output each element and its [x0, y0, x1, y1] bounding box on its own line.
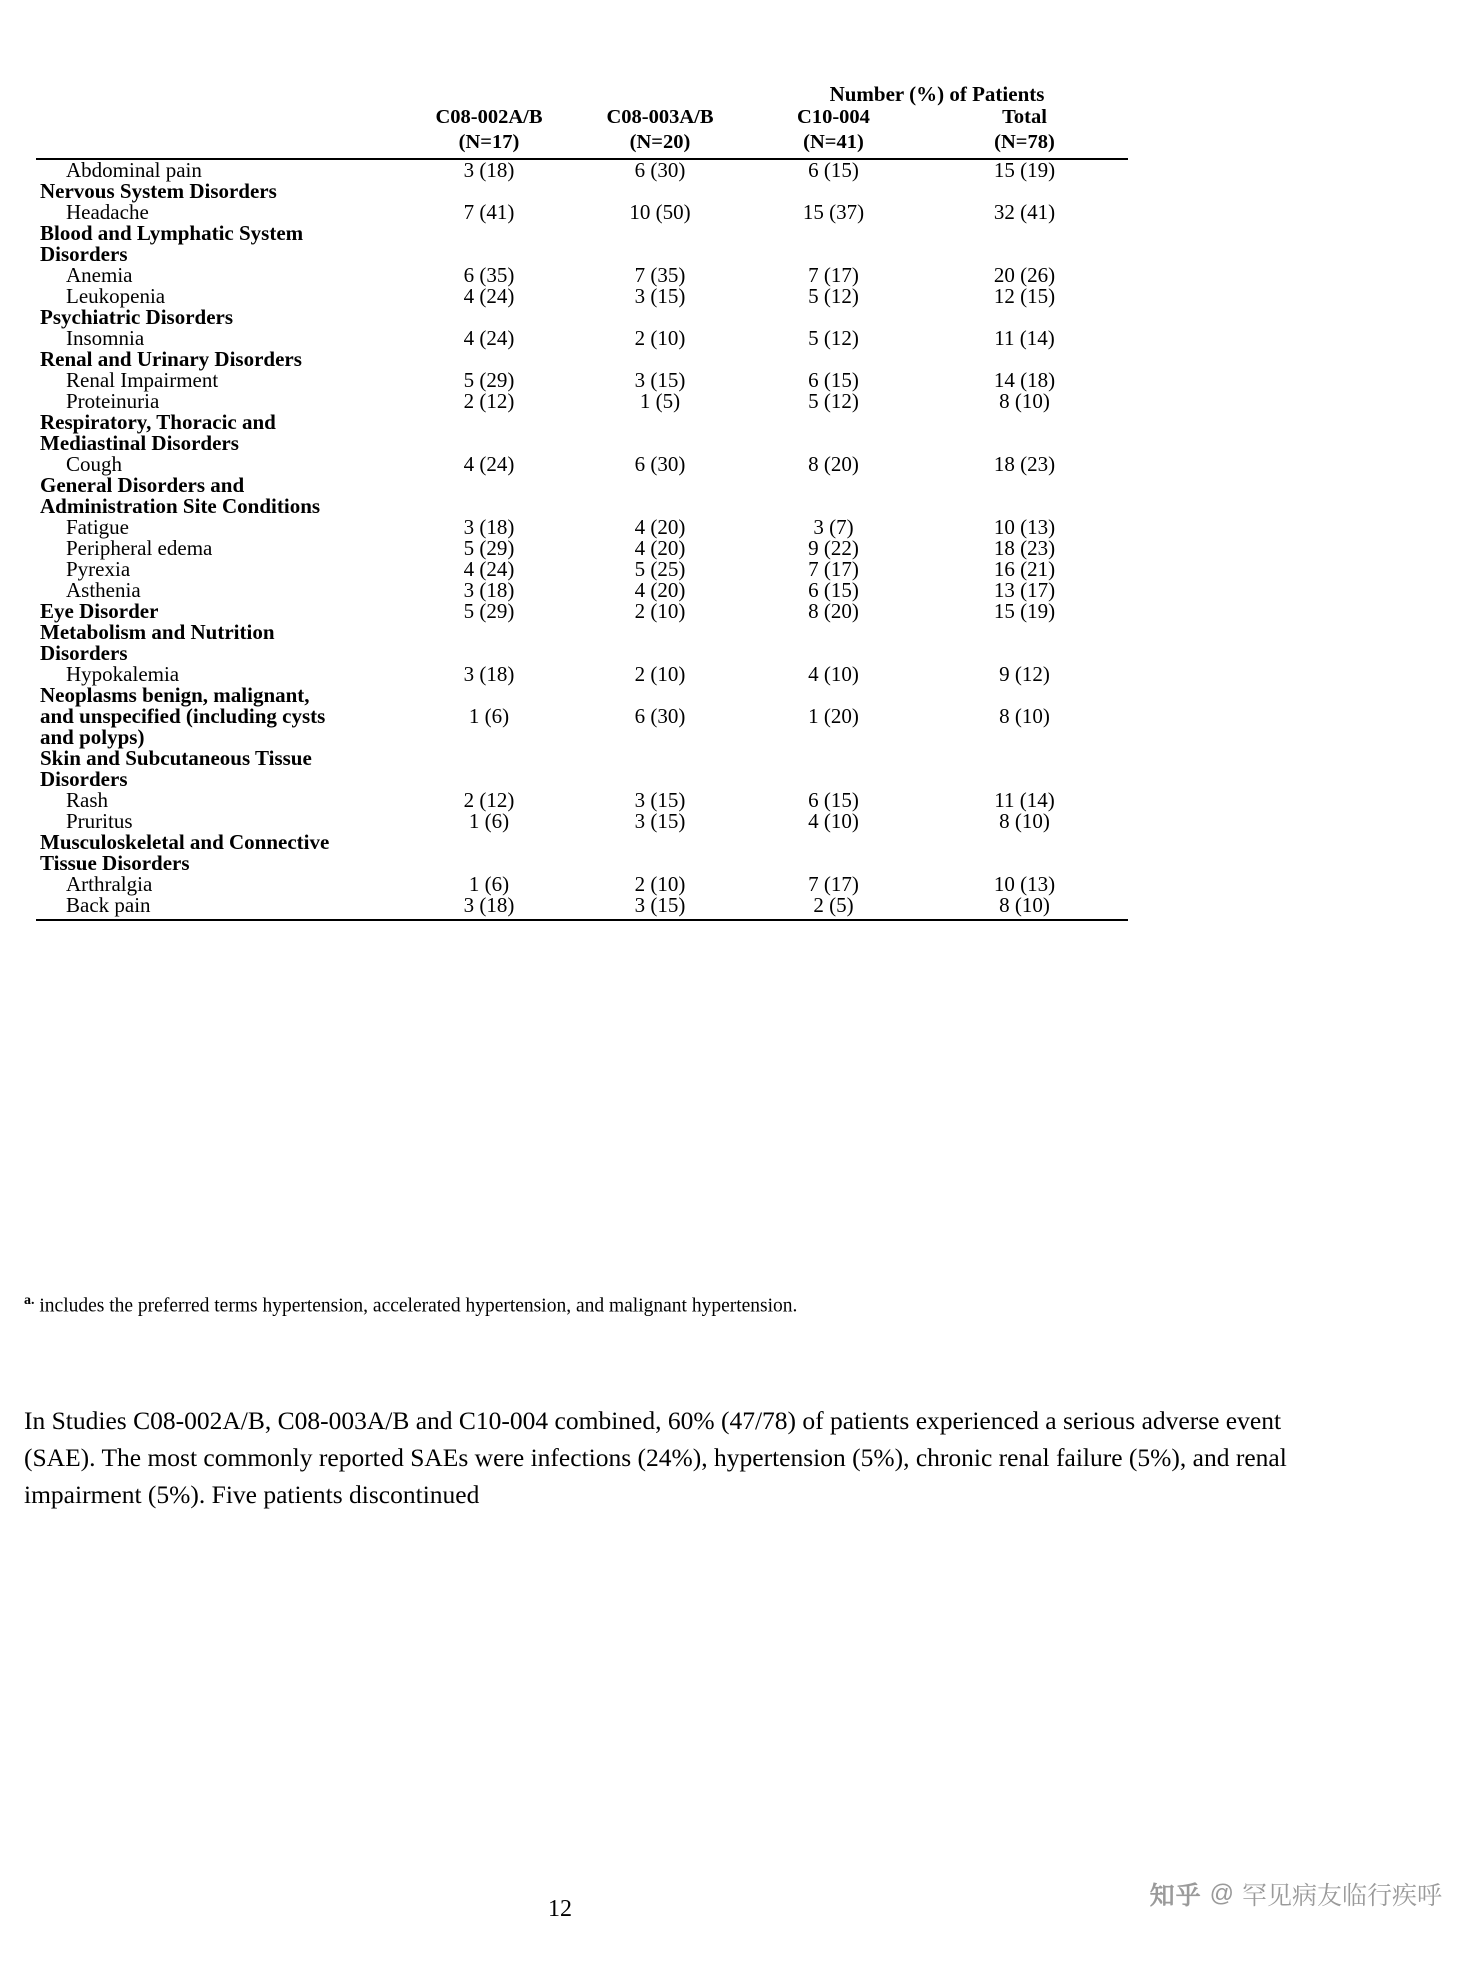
- cell-value: [921, 643, 1128, 664]
- cell-value: [921, 496, 1128, 517]
- column-header-n: (N=20): [629, 131, 691, 153]
- cell-value: 2 (10): [634, 599, 686, 623]
- cell-value: [574, 307, 746, 328]
- table-row: [36, 475, 1128, 496]
- cell-value: 5 (25): [634, 557, 686, 581]
- cell-value: 5 (12): [808, 389, 859, 413]
- row-label-soc: General Disorders and: [40, 473, 245, 497]
- cell-value: 13 (17): [993, 578, 1056, 602]
- cell-value: 2 (10): [634, 662, 686, 686]
- table-row: [36, 454, 1128, 475]
- row-label-pt: Abdominal pain: [66, 158, 202, 182]
- cell-value: [746, 832, 921, 853]
- cell-value: 2 (12): [463, 788, 515, 812]
- body-paragraph: In Studies C08-002A/B, C08-003A/B and C10-004 combined, 60% (47/78) of patients experienced a serious adverse event (SAE). The most commonly reported SAEs were infections (24%), hypertension (5%), chronic renal failure (5%), and renal impairment (5%). Five patients discontinued: [24, 1405, 1287, 1509]
- cell-value: 32 (41): [993, 200, 1056, 224]
- cell-value: [921, 685, 1128, 706]
- row-label-pt: Rash: [66, 788, 108, 812]
- cell-value: [921, 475, 1128, 496]
- cell-value: 7 (41): [463, 200, 515, 224]
- table-row: [36, 727, 1128, 748]
- cell-value: 11 (14): [994, 788, 1055, 812]
- cell-value: 1 (6): [468, 809, 510, 833]
- cell-value: 1 (5): [639, 389, 681, 413]
- cell-value: [574, 496, 746, 517]
- cell-value: [404, 832, 574, 853]
- cell-value: [574, 685, 746, 706]
- table-footnote: [24, 1292, 1204, 1319]
- row-label-pt: Back pain: [66, 893, 151, 917]
- cell-value: [404, 769, 574, 790]
- cell-value: 3 (15): [634, 788, 686, 812]
- table-row: [36, 790, 1128, 811]
- table-row: [36, 601, 1128, 622]
- cell-value: 14 (18): [993, 368, 1056, 392]
- table-row: [36, 769, 1128, 790]
- cell-value: [574, 181, 746, 202]
- cell-value: [574, 727, 746, 748]
- cell-value: 4 (24): [463, 452, 515, 476]
- footnote-marker: a.: [24, 1293, 35, 1308]
- cell-value: [404, 643, 574, 664]
- cell-value: [921, 307, 1128, 328]
- table-row: [36, 664, 1128, 685]
- cell-value: 16 (21): [993, 557, 1056, 581]
- cell-value: [404, 496, 574, 517]
- cell-value: 3 (18): [463, 515, 515, 539]
- table-footer: [36, 916, 1128, 920]
- spanner-blank-b: [574, 84, 746, 105]
- column-header-label: C10-004: [797, 106, 870, 128]
- cell-value: 15 (37): [802, 200, 865, 224]
- column-header-c08-002ab: [404, 105, 574, 155]
- cell-value: [404, 433, 574, 454]
- table-row: [36, 517, 1128, 538]
- cell-value: 6 (30): [634, 452, 686, 476]
- row-label-soc: Renal and Urinary Disorders: [40, 347, 302, 371]
- table-row: [36, 832, 1128, 853]
- cell-value: 4 (10): [808, 662, 859, 686]
- table-row: [36, 349, 1128, 370]
- cell-value: [746, 223, 921, 244]
- table-row: [36, 159, 1128, 181]
- cell-value: 3 (15): [634, 809, 686, 833]
- page-number: 12: [548, 1896, 572, 1922]
- cell-value: 5 (29): [463, 599, 515, 623]
- cell-value: [574, 769, 746, 790]
- cell-value: 2 (12): [463, 389, 515, 413]
- cell-value: 8 (20): [808, 599, 859, 623]
- row-label-pt: Hypokalemia: [66, 662, 180, 686]
- cell-value: [404, 412, 574, 433]
- table-row: [36, 748, 1128, 769]
- cell-value: 6 (30): [634, 158, 686, 182]
- row-label-pt: Peripheral edema: [66, 536, 213, 560]
- cell-value: 3 (15): [634, 284, 686, 308]
- cell-value: [746, 496, 921, 517]
- row-label-soc: and polyps): [40, 725, 145, 749]
- row-label-soc: Disorders: [40, 242, 128, 266]
- cell-value: 3 (18): [463, 662, 515, 686]
- cell-value: [921, 244, 1128, 265]
- cell-value: [404, 727, 574, 748]
- cell-value: 7 (17): [808, 263, 859, 287]
- column-header-label: Total: [1002, 106, 1047, 128]
- cell-value: 18 (23): [993, 452, 1056, 476]
- table-column-header-row: [36, 105, 1128, 155]
- cell-value: 1 (20): [808, 704, 859, 728]
- row-label-pt: Proteinuria: [66, 389, 160, 413]
- cell-value: [746, 433, 921, 454]
- cell-value: [574, 223, 746, 244]
- row-label-soc: and unspecified (including cysts: [40, 704, 326, 728]
- cell-value: [404, 685, 574, 706]
- cell-value: [404, 181, 574, 202]
- cell-value: [746, 727, 921, 748]
- cell-value: [921, 853, 1128, 874]
- table-row: [36, 223, 1128, 244]
- cell-value: 3 (15): [634, 368, 686, 392]
- row-label-soc: Disorders: [40, 641, 128, 665]
- cell-value: 8 (10): [999, 389, 1050, 413]
- cell-value: 2 (10): [634, 872, 686, 896]
- cell-value: [921, 769, 1128, 790]
- spanner-blank-stub: [36, 84, 404, 105]
- row-label-pt: Arthralgia: [66, 872, 153, 896]
- cell-value: [921, 181, 1128, 202]
- at-symbol: @: [1209, 1880, 1234, 1907]
- column-header-n: (N=78): [994, 131, 1055, 153]
- row-label-pt: Pruritus: [66, 809, 133, 833]
- cell-value: 6 (15): [808, 578, 859, 602]
- table-row: [36, 370, 1128, 391]
- cell-value: [574, 412, 746, 433]
- cell-value: 3 (7): [813, 515, 854, 539]
- table-row: [36, 580, 1128, 601]
- cell-value: 8 (10): [999, 893, 1050, 917]
- cell-value: [404, 853, 574, 874]
- column-header-n: (N=17): [458, 131, 520, 153]
- cell-value: [746, 475, 921, 496]
- cell-value: 1 (6): [468, 704, 510, 728]
- cell-value: 7 (35): [634, 263, 686, 287]
- table-row: [36, 496, 1128, 517]
- row-label-pt: Leukopenia: [66, 284, 166, 308]
- table-body: [36, 159, 1128, 916]
- cell-value: [404, 244, 574, 265]
- cell-value: 5 (29): [463, 536, 515, 560]
- cell-value: [746, 685, 921, 706]
- table-row: [36, 853, 1128, 874]
- cell-value: 8 (10): [999, 809, 1050, 833]
- row-label-pt: Headache: [66, 200, 149, 224]
- cell-value: 11 (14): [994, 326, 1055, 350]
- cell-value: [574, 244, 746, 265]
- cell-value: [746, 244, 921, 265]
- row-label-soc: Respiratory, Thoracic and: [40, 410, 276, 434]
- cell-value: [746, 181, 921, 202]
- cell-value: [404, 748, 574, 769]
- cell-value: 3 (15): [634, 893, 686, 917]
- table-header: [36, 84, 1128, 159]
- cell-value: [404, 475, 574, 496]
- cell-value: 7 (17): [808, 557, 859, 581]
- cell-value: [921, 622, 1128, 643]
- row-label-pt: Asthenia: [66, 578, 141, 602]
- cell-value: 12 (15): [993, 284, 1056, 308]
- row-label-pt: Pyrexia: [66, 557, 131, 581]
- adverse-events-table: [36, 84, 1128, 921]
- cell-value: [404, 307, 574, 328]
- cell-value: [921, 349, 1128, 370]
- column-header-n: (N=41): [803, 131, 864, 153]
- cell-value: [746, 853, 921, 874]
- column-header-c10-004: [746, 105, 921, 155]
- table-row: [36, 244, 1128, 265]
- row-label-pt: Cough: [66, 452, 123, 476]
- watermark-handle: 罕见病友临行疾呼: [1241, 1882, 1442, 1910]
- cell-value: 6 (35): [463, 263, 515, 287]
- row-label-soc: Tissue Disorders: [40, 851, 190, 875]
- table-row: [36, 202, 1128, 223]
- table-row: [36, 811, 1128, 832]
- cell-value: [921, 223, 1128, 244]
- cell-value: [746, 622, 921, 643]
- table-row: [36, 286, 1128, 307]
- column-header-total: [921, 105, 1128, 155]
- cell-value: 5 (12): [808, 326, 859, 350]
- cell-value: 7 (17): [808, 872, 859, 896]
- cell-value: [746, 769, 921, 790]
- row-label-soc: Nervous System Disorders: [40, 179, 277, 203]
- watermark: [1150, 1876, 1442, 1912]
- cell-value: [574, 475, 746, 496]
- cell-value: 5 (29): [463, 368, 515, 392]
- row-label-soc: Skin and Subcutaneous Tissue: [40, 746, 312, 770]
- zhihu-logo: 知乎: [1149, 1882, 1202, 1910]
- column-header-label: C08-002A/B: [435, 106, 543, 128]
- cell-value: [746, 349, 921, 370]
- table-bottom-rule: [36, 916, 1128, 920]
- cell-value: [574, 643, 746, 664]
- table-row: [36, 538, 1128, 559]
- cell-value: 10 (13): [993, 872, 1056, 896]
- cell-value: 20 (26): [993, 263, 1056, 287]
- row-label-pt: Anemia: [66, 263, 133, 287]
- cell-value: [746, 412, 921, 433]
- cell-value: 10 (50): [629, 200, 691, 224]
- cell-value: [404, 622, 574, 643]
- cell-value: [574, 349, 746, 370]
- cell-value: 15 (19): [993, 599, 1056, 623]
- table-row: [36, 559, 1128, 580]
- cell-value: 2 (10): [634, 326, 686, 350]
- cell-value: 2 (5): [813, 893, 854, 917]
- cell-value: 6 (15): [808, 368, 859, 392]
- cell-value: [574, 748, 746, 769]
- cell-value: [404, 223, 574, 244]
- row-label-pt: Insomnia: [66, 326, 145, 350]
- row-label-pt: Renal Impairment: [66, 368, 219, 392]
- cell-value: [574, 622, 746, 643]
- cell-value: 1 (6): [468, 872, 510, 896]
- row-label-soc: Blood and Lymphatic System: [40, 221, 304, 245]
- cell-value: 8 (20): [808, 452, 859, 476]
- cell-value: 4 (20): [634, 536, 686, 560]
- cell-value: 9 (22): [808, 536, 859, 560]
- table-row: [36, 706, 1128, 727]
- cell-value: [921, 748, 1128, 769]
- cell-value: [921, 832, 1128, 853]
- cell-value: 15 (19): [993, 158, 1056, 182]
- row-label-soc: Mediastinal Disorders: [40, 431, 239, 455]
- cell-value: 4 (20): [634, 515, 686, 539]
- cell-value: 9 (12): [999, 662, 1050, 686]
- cell-value: 10 (13): [993, 515, 1056, 539]
- table-row: [36, 433, 1128, 454]
- row-label-soc: Administration Site Conditions: [40, 494, 321, 518]
- cell-value: 8 (10): [999, 704, 1050, 728]
- table-row: [36, 622, 1128, 643]
- cell-value: 4 (24): [463, 557, 515, 581]
- table-row: [36, 412, 1128, 433]
- cell-value: 6 (15): [808, 158, 859, 182]
- cell-value: [746, 748, 921, 769]
- column-header-c08-003ab: [574, 105, 746, 155]
- table-row: [36, 265, 1128, 286]
- cell-value: 6 (30): [634, 704, 686, 728]
- adverse-events-table-container: [36, 84, 1128, 921]
- cell-value: 6 (15): [808, 788, 859, 812]
- cell-value: [921, 412, 1128, 433]
- row-label-soc: Metabolism and Nutrition: [40, 620, 275, 644]
- row-label-soc: Disorders: [40, 767, 128, 791]
- cell-value: [574, 433, 746, 454]
- row-label-soc: Psychiatric Disorders: [40, 305, 234, 329]
- row-label-soc: Musculoskeletal and Connective: [40, 830, 330, 854]
- cell-value: [921, 727, 1128, 748]
- cell-value: 3 (18): [463, 158, 515, 182]
- cell-value: 4 (24): [463, 326, 515, 350]
- cell-value: 4 (10): [808, 809, 859, 833]
- cell-value: 18 (23): [993, 536, 1056, 560]
- column-header-stub: [36, 105, 404, 155]
- table-row: [36, 874, 1128, 895]
- spanner-number-percent-patients: Number (%) of Patients: [829, 82, 1045, 106]
- table-row: [36, 643, 1128, 664]
- cell-value: 3 (18): [463, 893, 515, 917]
- cell-value: [574, 853, 746, 874]
- cell-value: 4 (24): [463, 284, 515, 308]
- row-label-pt: Fatigue: [66, 515, 129, 539]
- cell-value: [574, 832, 746, 853]
- cell-value: 3 (18): [463, 578, 515, 602]
- footnote-text: includes the preferred terms hypertension, accelerated hypertension, and malignant hypertension.: [39, 1295, 798, 1317]
- cell-value: [921, 433, 1128, 454]
- table-row: [36, 181, 1128, 202]
- table-spanner-row: [36, 84, 1128, 105]
- cell-value: [746, 643, 921, 664]
- table-row: [36, 685, 1128, 706]
- table-row: [36, 307, 1128, 328]
- cell-value: 5 (12): [808, 284, 859, 308]
- row-label-soc: Neoplasms benign, malignant,: [40, 683, 310, 707]
- table-row: [36, 391, 1128, 412]
- cell-value: [404, 349, 574, 370]
- cell-value: [746, 307, 921, 328]
- cell-value: 4 (20): [634, 578, 686, 602]
- column-header-label: C08-003A/B: [606, 106, 714, 128]
- table-row: [36, 328, 1128, 349]
- table-row: [36, 895, 1128, 916]
- spanner-blank-a: [404, 84, 574, 105]
- row-label-soc: Eye Disorder: [40, 599, 159, 623]
